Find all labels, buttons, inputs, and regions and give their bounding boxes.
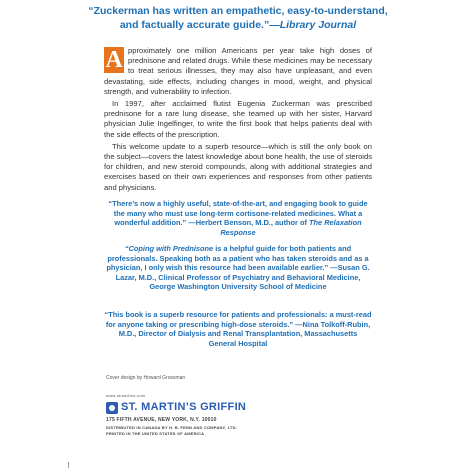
printed-notice: PRINTED IN THE UNITED STATES OF AMERICA <box>106 431 205 436</box>
blurb-lazar-attribution: —Susan G. Lazar, M.D., Clinical Professor of Psychiatry and Behavioral Medicine, George Washington University School of Medicine <box>115 263 370 292</box>
blurb-tolkoff-rubin-attribution: —Nina Tolkoff-Rubin, M.D., Director of Dialysis and Renal Transplantation, Massachusetts General Hospital <box>118 319 371 348</box>
trim-mark <box>68 462 69 468</box>
featured-review-source: —Library Journal <box>269 19 357 31</box>
blurb-lazar-quote: is a helpful guide for both patients and professionals. Speaking both as a patient who has taken steroids and as a physician, I only wish this resource had been available earlier.” <box>106 244 369 273</box>
blurb-benson-attribution: —Herbert Benson, M.D., author of <box>188 218 307 228</box>
blurb-lazar <box>104 244 372 292</box>
book-description <box>104 46 372 195</box>
distribution-notice: DISTRIBUTED IN CANADA BY H. B. FENN AND COMPANY, LTD. <box>106 425 237 430</box>
blurb-benson-work: The Relaxation Response <box>220 218 362 237</box>
publisher-name: ST. MARTIN’S GRIFFIN <box>121 401 247 413</box>
description-paragraph-1 <box>104 46 372 97</box>
publisher-website[interactable]: www.stmartins.com <box>106 393 146 398</box>
paragraph-1-text: pproximately one million Americans per year take high doses of prednisone and related drugs. While these medicines may be necessary to treat serious illnesses, they may also have unpleasant, and even devastating, side effects, including changes in mood, weight, and physical strength, and vulnerability to infection. <box>104 46 372 96</box>
featured-review-text: “Zuckerman has written an empathetic, easy-to-understand, and factually accurate guide.” <box>88 5 388 31</box>
publisher-logo-icon <box>106 402 118 414</box>
blurb-tolkoff-rubin-quote: “This book is a superb resource for patients and professionals: a must-read for anyone taking or prescribing high-dose steroids.” <box>104 310 372 329</box>
description-paragraph-2: In 1997, after acclaimed flutist Eugenia Zuckerman was prescribed prednisone for a rare lung disease, she teamed up with her sister, Harvard physician Julie Ingelfinger, to write the first book that helps patients deal with the side effects of the prescription. <box>104 99 372 139</box>
cover-design-credit: Cover design by Howard Grossman <box>106 375 186 381</box>
publisher-address: 175 FIFTH AVENUE, NEW YORK, N.Y. 10010 <box>106 417 217 423</box>
description-paragraph-3: This welcome update to a superb resource—which is still the only book on the subject—covers the latest knowledge about bone health, the use of steroids for children, and new steroid compounds, along with additional strategies and exercises based on their own experiences and responses from other patients and physicians. <box>104 141 372 192</box>
blurb-benson <box>104 199 372 237</box>
blurb-lazar-title: “Coping with Prednisone <box>124 244 214 253</box>
drop-cap: A <box>105 47 123 73</box>
blurb-tolkoff-rubin <box>104 310 372 348</box>
blurb-benson-quote: “There’s now a highly useful, state-of-the-art, and engaging book to guide the many who must use long-term cortisone-related medicines. What a wonderful addition.” <box>108 199 368 228</box>
featured-review-quote <box>88 4 388 32</box>
